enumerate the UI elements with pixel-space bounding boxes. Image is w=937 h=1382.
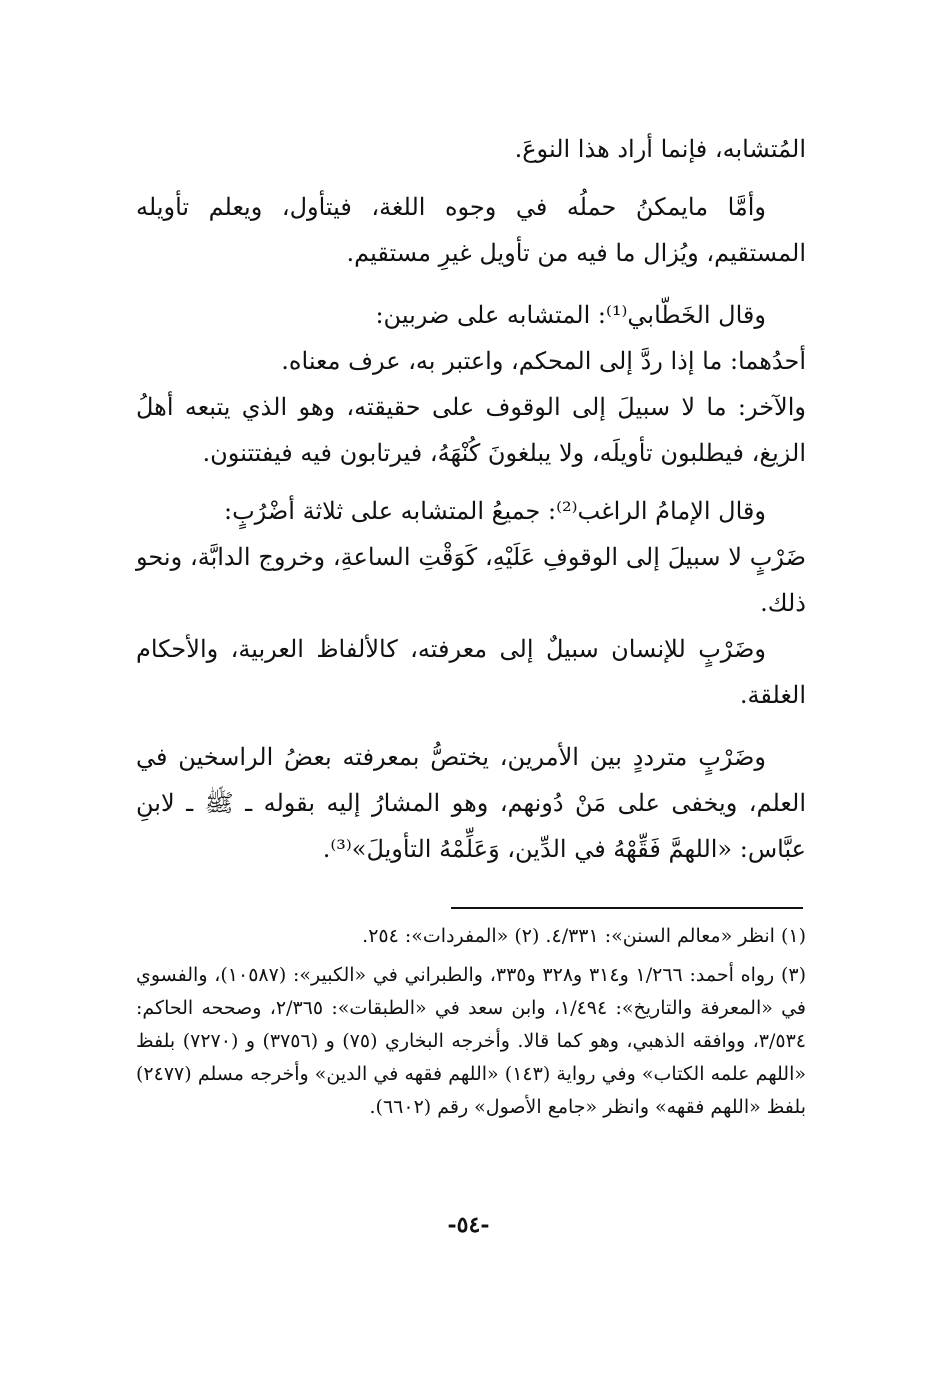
- paragraph-khattabi: وقال الخَطّابي⁽¹⁾: المتشابه على ضربين:: [375, 301, 766, 329]
- footnote-3: (٣) رواه أحمد: ١/٢٦٦ و٣١٤ و٣٢٨ و٣٣٥، والطبراني في «الكبير»: (١٠٥٨٧)، والفسوي في «المعرفة والتاريخ»: ١/٤٩٤، وابن سعد في «الطبقات»: ٢/٣٦٥، وصححه الحاكم: ٣/٥٣٤، ووافقه الذهبي، وهو كما قالا. وأخرجه البخاري (٧٥) و (٣٧٥٦) و (٧٢٧٠) بلفظ «اللهم علمه الكتاب» وفي رواية (١٤٣) «اللهم فقهه في الدين» وأخرجه مسلم (٢٤٧٧) بلفظ «اللهم فقهه» وانظر «جامع الأصول» رقم (٦٦٠٢).: [136, 964, 807, 1118]
- paragraph-second-type: والآخر: ما لا سبيلَ إلى الوقوف على حقيقته، وهو الذي يتبعه أهلُ الزيغ، فيطلبون تأويلَه، ولا يبلغونَ كُنْهَهُ، فيرتابون فيه فيفتتنون.: [136, 393, 806, 467]
- main-text: [136, 126, 806, 888]
- paragraph-continuation: المُتشابه، فإنما أراد هذا النوعَ.: [514, 135, 806, 163]
- paragraph-first-type: أحدُهما: ما إذا ردَّ إلى المحكم، واعتبر به، عرف معناه.: [281, 347, 806, 375]
- paragraph-kind-two: وضَرْبٍ للإنسان سبيلٌ إلى معرفته، كالألفاظ العربية، والأحكام الغلقة.: [136, 635, 806, 709]
- footnote-1-2: (١) انظر «معالم السنن»: ٤/٣٣١. (٢) «المفردات»: ٢٥٤.: [362, 925, 806, 947]
- footnotes: [136, 920, 806, 1130]
- paragraph-raghib: وقال الإمامُ الراغب⁽²⁾: جميعُ المتشابه على ثلاثة أضْرُبٍ:: [224, 497, 766, 525]
- paragraph-kind-one: ضَرْبٍ لا سبيلَ إلى الوقوفِ عَلَيْهِ، كَوَقْتِ الساعةِ، وخروج الدابَّة، ونحو ذلك.: [136, 543, 806, 617]
- paragraph-kind-three: وضَرْبٍ مترددٍ بين الأمرين، يختصُّ بمعرفته بعضُ الراسخين في العلم، ويخفى على مَنْ دُونهم، وهو المشارُ إليه بقوله ـ ﷺ ـ لابنِ عبَّاس: «اللهمَّ فَقِّهْهُ في الدِّين، وَعَلِّمْهُ التأويلَ»⁽³⁾.: [136, 743, 806, 863]
- paragraph-interpretation: وأمَّا مايمكنُ حملُه في وجوه اللغة، فيتأول، ويعلم تأويله المستقيم، ويُزال ما فيه من تأويل غيرِ مستقيم.: [136, 193, 806, 267]
- footnote-divider: [451, 907, 803, 909]
- page-number: -٥٤-: [447, 1212, 490, 1238]
